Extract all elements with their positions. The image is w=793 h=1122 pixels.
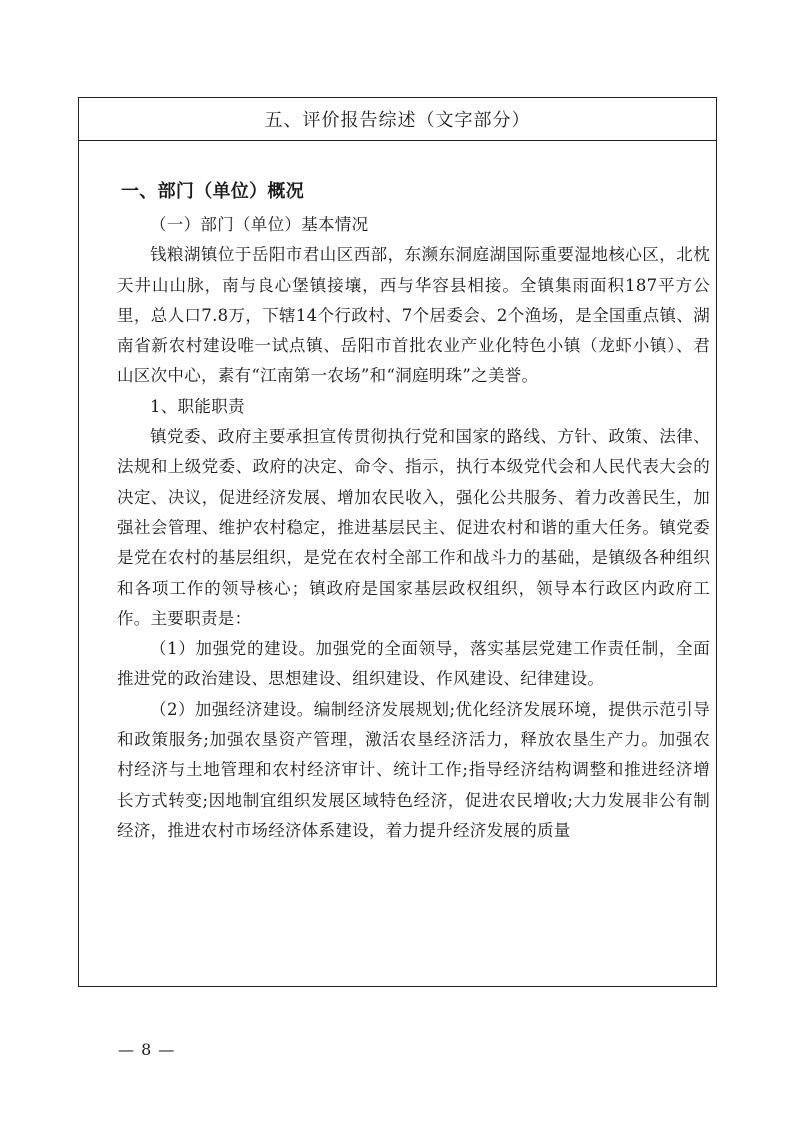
section-heading: 一、部门（单位）概况 [121,181,304,202]
duty-item-2: （2）加强经济建设。编制经济发展规划;优化经济发展环境，提供示范引导和政策服务;加强农垦资产管理，激活农垦经济活力，释放农垦生产力。加强农村经济与土地管理和农村经济审计、统计工作;指导经济结构调整和推进经济增长方式转变;因地制宜组织发展区域特色经济，促进农民增收;大力发展非公有制经济，推进农村市场经济体系建设，着力提升经济发展的质量 [117,699,710,840]
page-title: 五、评价报告综述（文字部分） [264,110,531,131]
report-content [117,176,710,846]
page-number: — 8 — [118,1040,176,1059]
intro-paragraph: 钱粮湖镇位于岳阳市君山区西部，东濒东洞庭湖国际重要湿地核心区，北枕天井山山脉，南与良心堡镇接壤，西与华容县相接。全镇集雨面积187平方公里，总人口7.8万，下辖14个行政村、7个居委会、2个渔场，是全国重点镇、湖南省新农村建设唯一试点镇、岳阳市首批农业产业化特色小镇（龙虾小镇）、君山区次中心，素有“江南第一农场”和“洞庭明珠”之美誉。 [117,245,710,386]
duties-paragraph: 镇党委、政府主要承担宣传贯彻执行党和国家的路线、方针、政策、法律、法规和上级党委、政府的决定、命令、指示，执行本级党代会和人民代表大会的决定、决议，促进经济发展、增加农民收入，强化公共服务、着力改善民生，加强社会管理、维护农村稳定，推进基层民主、促进农村和谐的重大任务。镇党委是党在农村的基层组织，是党在农村全部工作和战斗力的基础，是镇级各种组织和各项工作的领导核心；镇政府是国家基层政权组织，领导本行政区内政府工作。主要职责是： [117,427,710,628]
header-row [79,98,716,141]
duty-item-1: （1）加强党的建设。加强党的全面领导，落实基层党建工作责任制，全面推进党的政治建设、思想建设、组织建设、作风建设、纪律建设。 [117,639,710,689]
duties-heading: 1、职能职责 [150,396,245,416]
report-frame [78,97,717,987]
subsection-heading: （一）部门（单位）基本情况 [150,215,369,234]
